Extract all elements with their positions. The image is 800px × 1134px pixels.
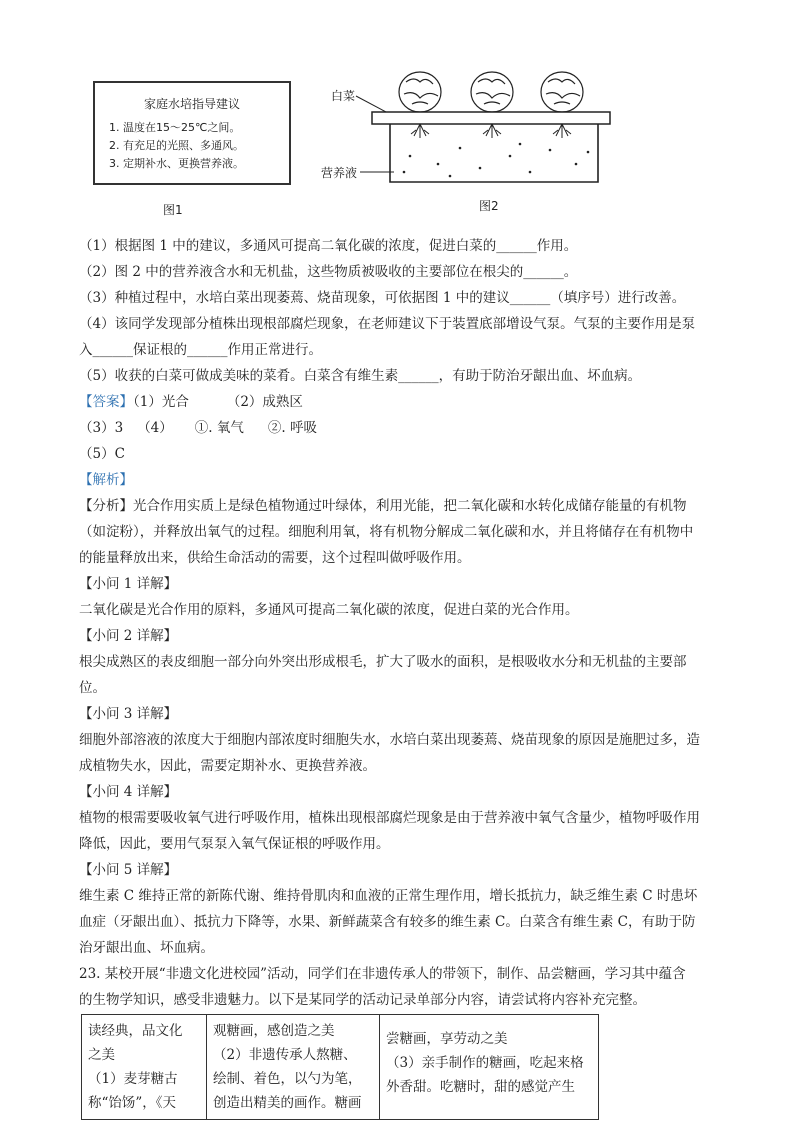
answer-line-2 — [79, 415, 729, 441]
cell-line: 创造出精美的画作。糖画 — [213, 1095, 362, 1111]
question-2: （2）图 2 中的营养液含水和无机盐，这些物质被吸收的主要部位在根尖的______。 — [79, 264, 578, 280]
analysis-line: 根尖成熟区的表皮细胞一部分向外突出形成根毛，扩大了吸水的面积，是根吸收水分和无机盐的主要部 — [79, 654, 687, 670]
cell-line: 外香甜。吃糖时，甜的感觉产生 — [386, 1079, 575, 1095]
question-4-cont: 入______保证根的______作用正常进行。 — [79, 342, 322, 358]
figure2-caption: 图2 — [479, 199, 499, 213]
cell-line: 称“饴饧”，《天 — [88, 1095, 177, 1111]
cell-line: 尝糖画，享劳动之美 — [386, 1031, 508, 1047]
figure1-box — [93, 81, 291, 185]
analysis-heading: 【小问 2 详解】 — [79, 628, 178, 644]
analysis-line: 维生素 C 维持正常的新陈代谢、维持骨肌肉和血液的正常生理作用，增长抵抗力，缺乏维生素 C 时患坏 — [79, 888, 698, 904]
answer-5: （5）C — [79, 446, 125, 462]
root-icon — [411, 124, 571, 138]
nutrient-dots — [403, 143, 590, 178]
analysis-heading: 【小问 5 详解】 — [79, 862, 178, 878]
cell-line: 绘制、着色，以勺为笔， — [213, 1071, 362, 1087]
figure1-title: 家庭水培指导建议 — [143, 97, 240, 111]
answer-3: （3）3 — [79, 420, 124, 436]
analysis-line: 二氧化碳是光合作用的原料，多通风可提高二氧化碳的浓度，促进白菜的光合作用。 — [79, 602, 579, 618]
figure1-item: 2. 有充足的光照、多通风。 — [109, 139, 244, 152]
foam-board — [372, 112, 610, 124]
analysis-line: 细胞外部溶液的浓度大于细胞内部浓度时细胞失水，水培白菜出现萎蔫、烧苗现象的原因是施肥过多，造 — [79, 732, 700, 748]
cell-line: 读经典，品文化 — [88, 1023, 183, 1039]
analysis-tag: 【解析】 — [79, 472, 133, 488]
answer-line-1 — [79, 389, 729, 415]
figure1-caption: 图1 — [163, 203, 183, 217]
answer-4-2: ②. 呼吸 — [267, 420, 317, 436]
analysis-line: 治牙龈出血、坏血病。 — [79, 940, 214, 956]
activity-table — [81, 1014, 599, 1120]
cell-line: 之美 — [88, 1047, 115, 1063]
question-1: （1）根据图 1 中的建议，多通风可提高二氧化碳的浓度，促进白菜的______作用。 — [79, 238, 578, 254]
question-4: （4）该同学发现部分植株出现根部腐烂现象，在老师建议下于装置底部增设气泵。气泵的主要作用是泵 — [79, 316, 696, 332]
analysis-line: 【分析】光合作用实质上是绿色植物通过叶绿体，利用光能，把二氧化碳和水转化成储存能量的有机物 — [79, 498, 687, 514]
analysis-heading: 【小问 4 详解】 — [79, 784, 178, 800]
cell-line: （3）亲手制作的糖画，吃起来格 — [386, 1055, 584, 1071]
table-cell-watch — [207, 1015, 380, 1120]
label-nutrient-solution: 营养液 — [321, 166, 358, 180]
answer-4: （4） — [137, 420, 173, 436]
question-5: （5）收获的白菜可做成美味的菜肴。白菜含有维生素______，有助于防治牙龈出血、坏血病。 — [79, 368, 642, 384]
analysis-line: （如淀粉），并释放出氧气的过程。细胞利用氧，将有机物分解成二氧化碳和水，并且将储存在有机物中 — [79, 524, 694, 540]
cell-line: （2）非遗传承人熬糖、 — [213, 1047, 357, 1063]
analysis-heading: 【小问 1 详解】 — [79, 576, 178, 592]
figure1-item: 3. 定期补水、更换营养液。 — [109, 157, 244, 170]
label-cabbage: 白菜 — [331, 89, 356, 103]
cell-line: （1）麦芽糖古 — [88, 1071, 178, 1087]
cell-line: 观糖画，感创造之美 — [213, 1023, 335, 1039]
analysis-line: 降低，因此，要用气泵泵入氧气保证根的呼吸作用。 — [79, 836, 390, 852]
analysis-line: 位。 — [79, 680, 106, 696]
question-23: 23. 某校开展“非遗文化进校园”活动，同学们在非遗传承人的带领下，制作、品尝糖画，学习其中蕴含 — [79, 966, 686, 982]
question-3: （3）种植过程中，水培白菜出现萎蔫、烧苗现象，可依据图 1 中的建议______（填序号）进行改善。 — [79, 290, 686, 306]
table-cell-read — [82, 1015, 207, 1120]
analysis-line: 成植物失水，因此，需要定期补水、更换营养液。 — [79, 758, 376, 774]
answer-2: （2）成熟区 — [226, 394, 303, 410]
answer-tag: 【答案】 — [79, 394, 133, 410]
answer-4-1: ①. 氧气 — [194, 420, 244, 436]
analysis-line: 血症（牙龈出血）、抵抗力下降等，水果、新鲜蔬菜含有较多的维生素 C。白菜含有维生素 C，有助于防 — [79, 914, 696, 930]
question-23-cont: 的生物学知识，感受非遗魅力。以下是某同学的活动记录单部分内容，请尝试将内容补充完整。 — [79, 992, 646, 1008]
figure1-item: 1. 温度在15～25℃之间。 — [109, 121, 241, 134]
analysis-heading: 【小问 3 详解】 — [79, 706, 178, 722]
answer-1: （1）光合 — [133, 394, 189, 410]
analysis-line: 植物的根需要吸收氧气进行呼吸作用，植株出现根部腐烂现象是由于营养液中氧气含量少，植物呼吸作用 — [79, 810, 700, 826]
table-cell-taste — [380, 1015, 599, 1120]
figure2-drawing — [320, 60, 620, 220]
label-leader — [356, 96, 386, 112]
analysis-line: 的能量释放出来，供给生命活动的需要，这个过程叫做呼吸作用。 — [79, 550, 471, 566]
